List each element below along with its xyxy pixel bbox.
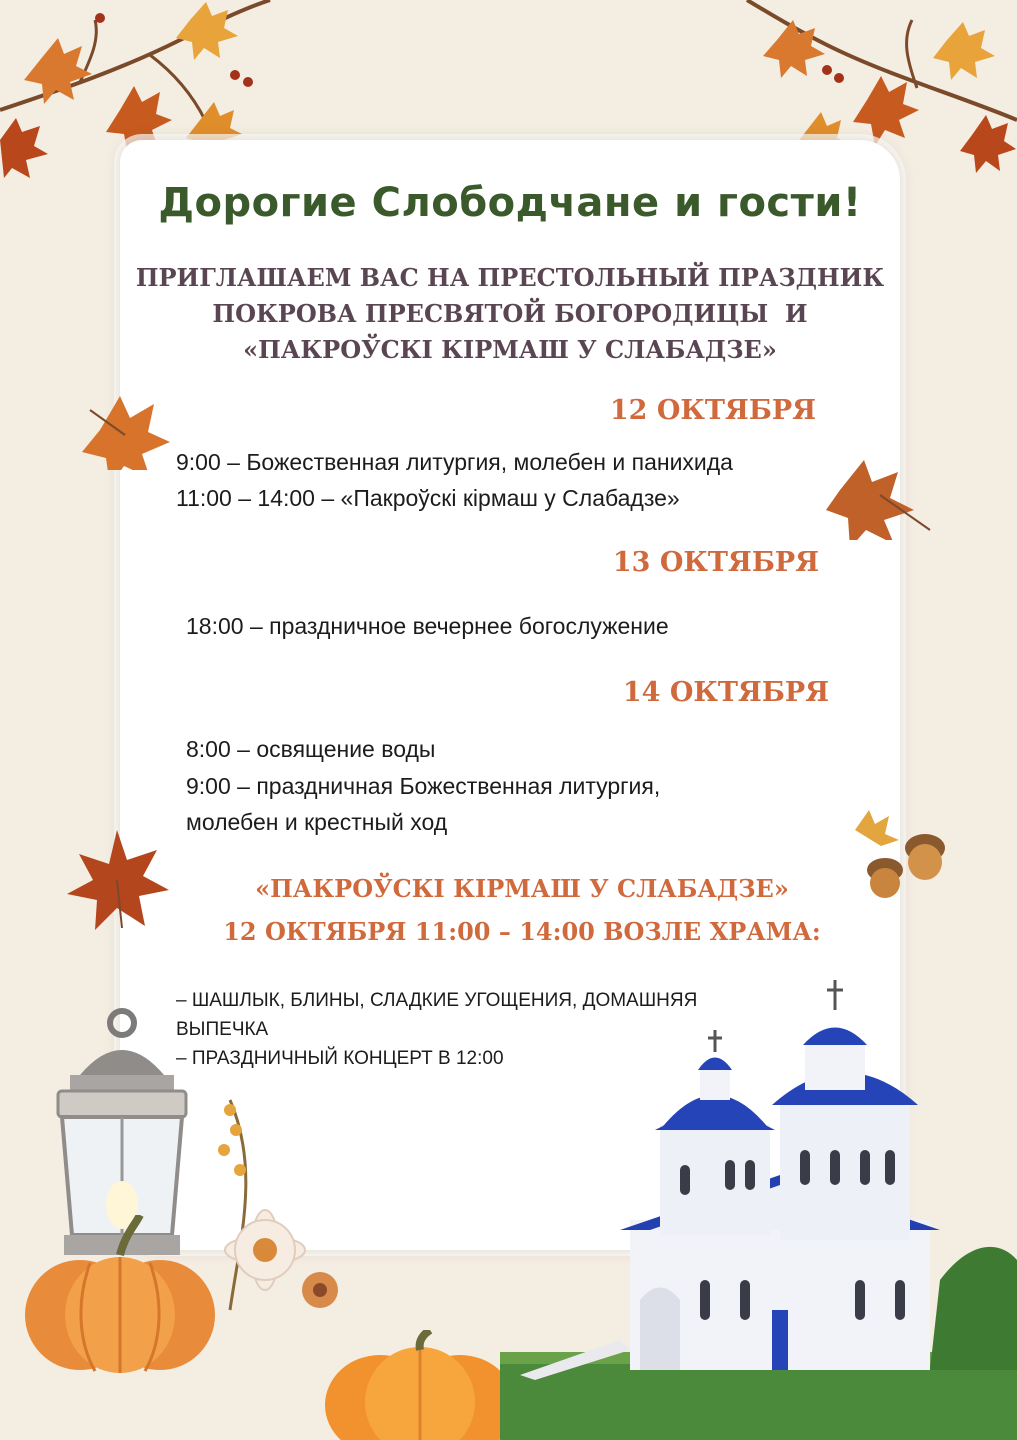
schedule-line: 9:00 – Божественная литургия, молебен и панихида	[176, 449, 733, 475]
church-photo	[500, 980, 1017, 1440]
fair-subtitle: 12 ОКТЯБРЯ 11:00 – 14:00 ВОЗЛЕ ХРАМА:	[223, 917, 821, 946]
schedule-line: 11:00 – 14:00 – «Пакроўскі кірмаш у Слабадзе»	[176, 485, 680, 511]
schedule-line: 9:00 – праздничная Божественная литургия,	[186, 773, 661, 799]
fair-menu-item: ВЫПЕЧКА	[176, 1019, 269, 1040]
invite-text	[120, 260, 900, 368]
maple-leaf-left-icon	[70, 370, 190, 470]
invite-line: ПРИГЛАШАЕМ ВАС НА ПРЕСТОЛЬНЫЙ ПРАЗДНИК	[135, 263, 885, 292]
greeting-heading: Дорогие Слободчане и гости!	[158, 180, 862, 226]
fair-menu-item: – ШАШЛЫК, БЛИНЫ, СЛАДКИЕ УГОЩЕНИЯ, ДОМАШНЯЯ	[176, 990, 698, 1011]
pumpkin-icon	[20, 1215, 220, 1375]
schedule-line: 8:00 – освящение воды	[186, 736, 436, 762]
invite-line: ПОКРОВА ПРЕСВЯТОЙ БОГОРОДИЦЫ И	[212, 299, 808, 328]
date-heading-oct-14: 14 ОКТЯБРЯ	[622, 677, 829, 708]
fair-menu-item: – ПРАЗДНИЧНЫЙ КОНЦЕРТ В 12:00	[176, 1048, 504, 1069]
pumpkin-icon	[320, 1330, 520, 1440]
date-heading-oct-12: 12 ОКТЯБРЯ	[609, 395, 816, 426]
maple-leaf-right-icon	[820, 440, 940, 540]
invite-line: «ПАКРОЎСКІ КІРМАШ У СЛАБАДЗЕ»	[243, 335, 777, 364]
date-heading-oct-13: 13 ОКТЯБРЯ	[612, 547, 819, 578]
schedule-line: молебен и крестный ход	[186, 809, 448, 835]
schedule-line: 18:00 – праздничное вечернее богослужение	[186, 613, 669, 639]
fair-title: «ПАКРОЎСКІ КІРМАШ У СЛАБАДЗЕ»	[255, 874, 789, 903]
